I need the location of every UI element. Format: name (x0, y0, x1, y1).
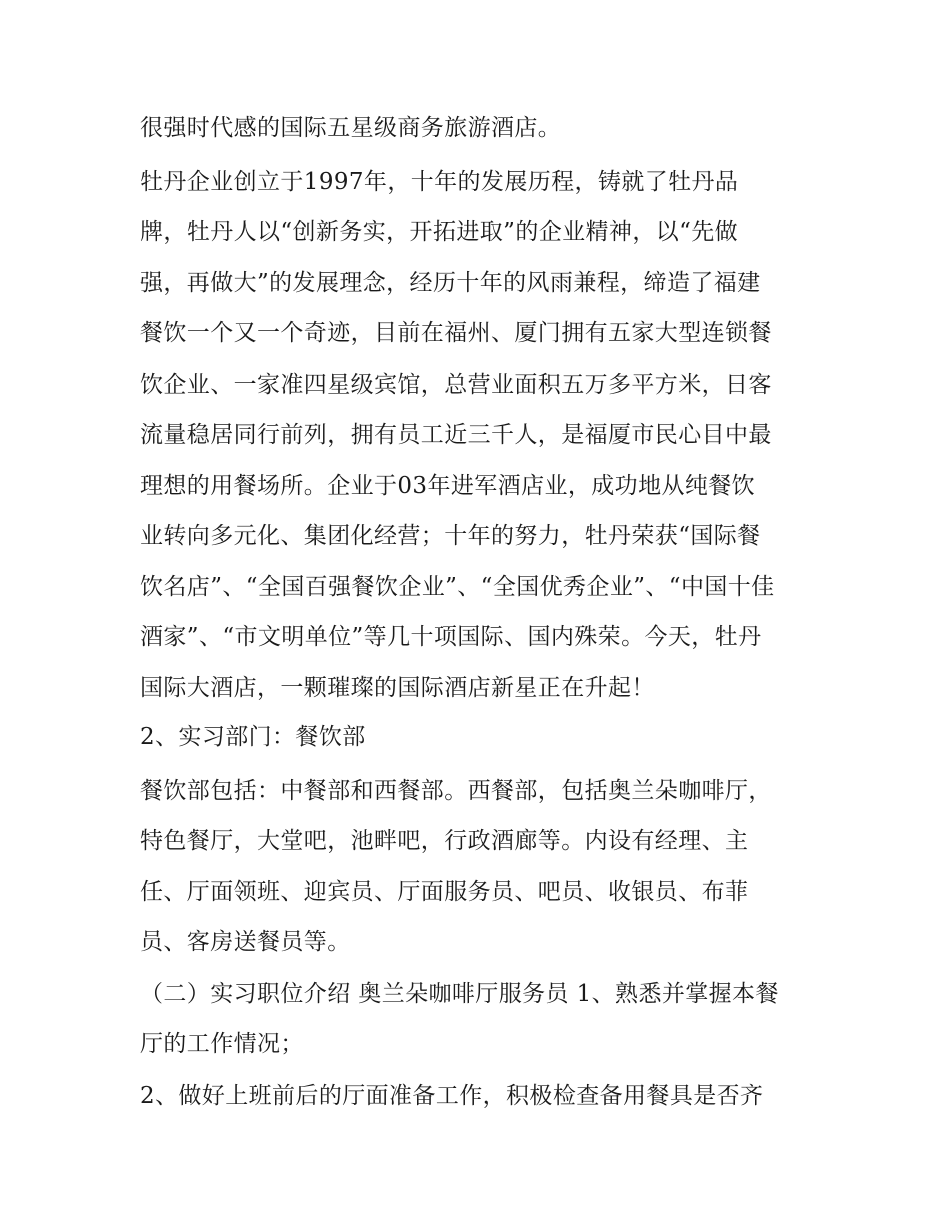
text-line: 员、客房送餐员等。 (140, 929, 351, 955)
text-line: 国际大酒店，一颗璀璨的国际酒店新星正在升起！ (140, 675, 655, 701)
text-line: 流量稳居同行前列，拥有员工近三千人，是福厦市民心目中最 (140, 422, 772, 448)
text-line: 饮名店”、“全国百强餐饮企业”、“全国优秀企业”、“中国十佳 (140, 574, 775, 600)
section-heading: 2、实习部门：餐饮部 (140, 724, 366, 750)
text-line: 牌，牡丹人以“创新务实，开拓进取”的企业精神，以“先做 (140, 219, 739, 245)
text-line: 餐饮部包括：中餐部和西餐部。西餐部，包括奥兰朵咖啡厅， (140, 778, 772, 804)
text-line: 厅的工作情况； (140, 1031, 304, 1057)
text-line: 强，再做大”的发展理念，经历十年的风雨兼程，缔造了福建 (140, 270, 761, 296)
text-line: 2、做好上班前后的厅面准备工作，积极检查备用餐具是否齐 (140, 1083, 764, 1109)
text-line: 饮企业、一家准四星级宾馆，总营业面积五万多平方米，日客 (140, 372, 772, 398)
text-line: 特色餐厅，大堂吧，池畔吧，行政酒廊等。内设有经理、主 (140, 828, 749, 854)
text-line: 很强时代感的国际五星级商务旅游酒店。 (140, 115, 562, 141)
text-line: 任、厅面领班、迎宾员、厅面服务员、吧员、收银员、布菲 (140, 879, 749, 905)
text-line: （二）实习职位介绍 奥兰朵咖啡厅服务员 1、熟悉并掌握本餐 (140, 981, 779, 1007)
text-line: 业转向多元化、集团化经营；十年的努力，牡丹荣获“国际餐 (140, 523, 761, 549)
text-line: 理想的用餐场所。企业于03年进军酒店业，成功地从纯餐饮 (140, 473, 756, 499)
text-line: 牡丹企业创立于1997年，十年的发展历程，铸就了牡丹品 (140, 169, 739, 195)
text-line: 餐饮一个又一个奇迹，目前在福州、厦门拥有五家大型连锁餐 (140, 320, 772, 346)
text-line: 酒家”、“市文明单位”等几十项国际、国内殊荣。今天，牡丹 (140, 624, 762, 650)
